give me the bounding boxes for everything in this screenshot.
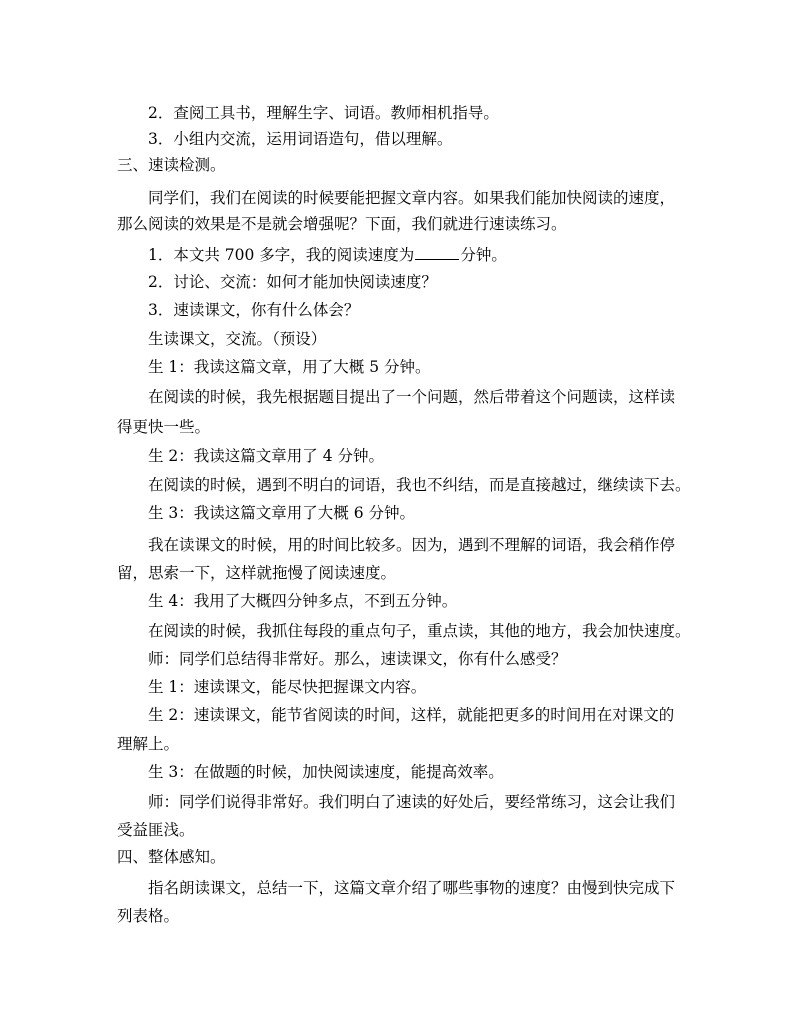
section-heading-4: 四、整体感知。 (117, 848, 226, 866)
paragraph-line: 受益匪浅。 (117, 821, 195, 839)
paragraph-line: 留，思索一下，这样就拖慢了阅读速度。 (117, 564, 397, 582)
question-3-line: 3．速读课文，你有什么体会？ (148, 301, 360, 319)
paragraph-line: 同学们，我们在阅读的时候要能把握文章内容。如果我们能加快阅读的速度， (148, 189, 676, 207)
paragraph-line: 得更快一些。 (117, 418, 211, 436)
section-heading-3: 三、速读检测。 (117, 156, 226, 174)
paragraph-line: 理解上。 (117, 735, 180, 753)
paragraph-line: 我在读课文的时候，用的时间比较多。因为，遇到不理解的词语，我会稍作停 (148, 536, 676, 554)
student-2-line: 生 2：我读这篇文章用了 4 分钟。 (148, 447, 385, 465)
paragraph-line: 在阅读的时候，我抓住每段的重点句子，重点读，其他的地方，我会加快速度。 (148, 622, 691, 640)
student-4-line: 生 4：我用了大概四分钟多点，不到五分钟。 (148, 592, 458, 610)
question-1-line (148, 245, 507, 265)
teacher-line: 师：同学们总结得非常好。那么，速读课文，你有什么感受？ (148, 650, 567, 668)
paragraph-line: 生读课文，交流。（预设） (148, 330, 327, 348)
student-1-line: 生 1：我读这篇文章，用了大概 5 分钟。 (148, 358, 431, 376)
paragraph-line: 列表格。 (117, 907, 180, 925)
paragraph-line: 那么阅读的效果是不是就会增强呢？下面，我们就进行速读练习。 (117, 215, 567, 233)
student-3-line: 生 3：我读这篇文章用了大概 6 分钟。 (148, 504, 416, 522)
paragraph-line: 指名朗读课文，总结一下，这篇文章介绍了哪些事物的速度？由慢到快完成下 (148, 879, 676, 897)
paragraph-line: 在阅读的时候，遇到不明白的词语，我也不纠结，而是直接越过，继续读下去。 (148, 476, 691, 494)
student-3-line: 生 3：在做题的时候，加快阅读速度，能提高效率。 (148, 763, 504, 781)
step-2-lookup-line: 2．查阅工具书，理解生字、词语。教师相机指导。 (148, 104, 499, 122)
student-2-line: 生 2：速读课文，能节省阅读的时间，这样，就能把更多的时间用在对课文的 (148, 706, 675, 724)
student-1-line: 生 1：速读课文，能尽快把握课文内容。 (148, 678, 427, 696)
paragraph-line: 在阅读的时候，我先根据题目提出了一个问题，然后带着这个问题读，这样读 (148, 388, 676, 406)
teacher-line: 师：同学们说得非常好。我们明白了速读的好处后，要经常练习，这会让我们 (148, 793, 676, 811)
question-1-text: 1．本文共 700 多字，我的阅读速度为 (148, 246, 415, 264)
answer-blank (415, 245, 459, 260)
question-1-unit: 分钟。 (460, 246, 507, 264)
question-2-line: 2．讨论、交流：如何才能加快阅读速度？ (148, 273, 437, 291)
step-3-group-line: 3．小组内交流，运用词语造句，借以理解。 (148, 130, 453, 148)
